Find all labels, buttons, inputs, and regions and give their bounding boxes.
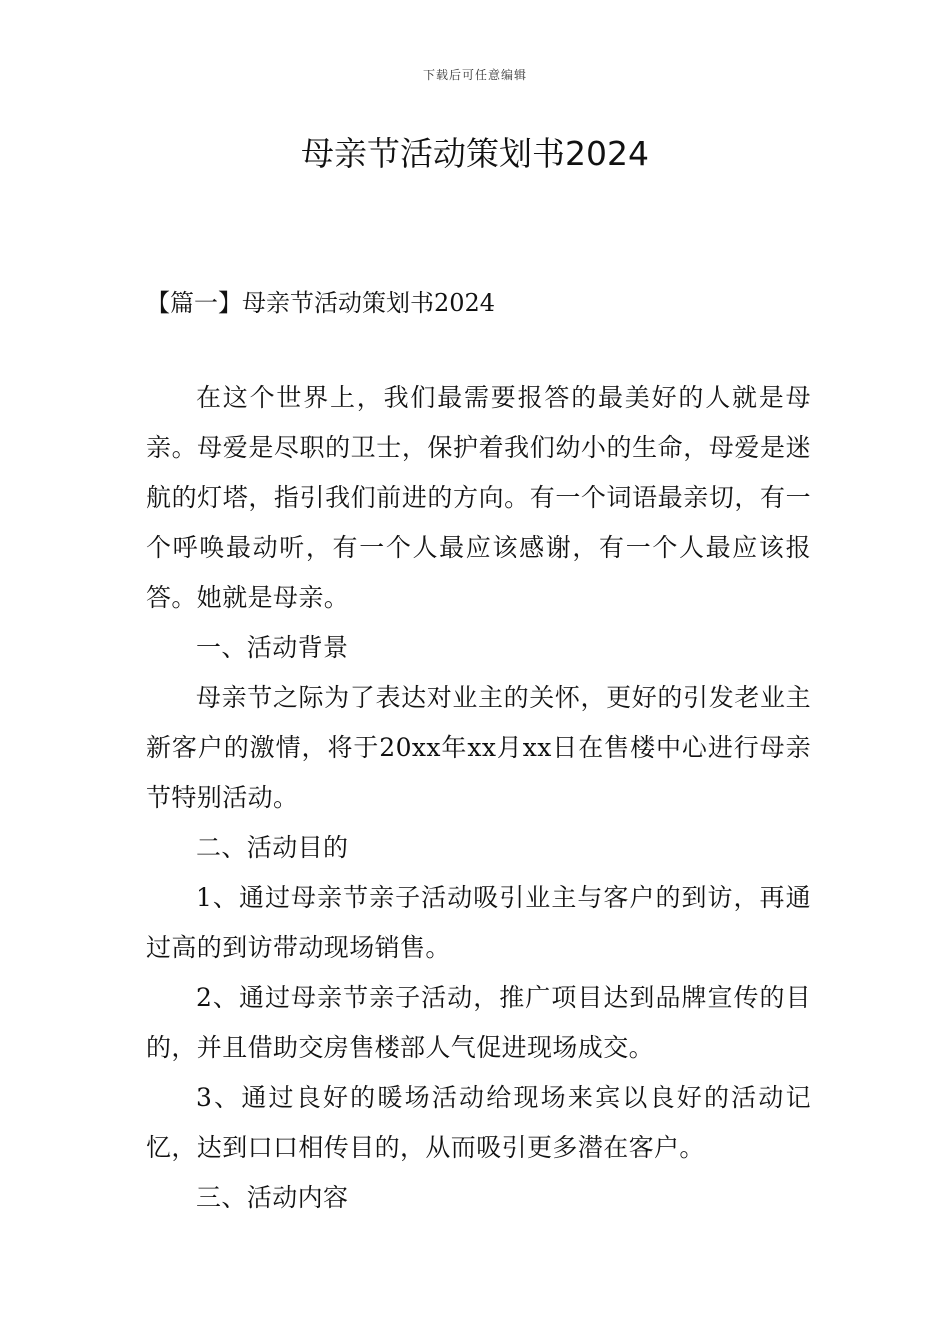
background-paragraph: 母亲节之际为了表达对业主的关怀，更好的引发老业主新客户的激情，将于20xx年xx月xx日在售楼中心进行母亲节特别活动。 [146, 683, 811, 812]
section-heading: 【篇一】母亲节活动策划书2024 [146, 289, 496, 317]
purpose-item-2: 2、通过母亲节亲子活动，推广项目达到品牌宣传的目的，并且借助交房售楼部人气促进现场成交。 [146, 983, 811, 1062]
document-title: 母亲节活动策划书2024 [301, 134, 649, 173]
purpose-item-1: 1、通过母亲节亲子活动吸引业主与客户的到访，再通过高的到访带动现场销售。 [146, 883, 811, 962]
heading-background: 一、活动背景 [196, 633, 349, 662]
purpose-item-3: 3、通过良好的暖场活动给现场来宾以良好的活动记忆，达到口口相传目的，从而吸引更多潜在客户。 [146, 1083, 811, 1162]
heading-content: 三、活动内容 [196, 1183, 349, 1212]
document-body [146, 373, 811, 1223]
intro-paragraph: 在这个世界上，我们最需要报答的最美好的人就是母亲。母爱是尽职的卫士，保护着我们幼小的生命，母爱是迷航的灯塔，指引我们前进的方向。有一个词语最亲切，有一个呼唤最动听，有一个人最应该感谢，有一个人最应该报答。她就是母亲。 [146, 383, 811, 612]
heading-purpose: 二、活动目的 [196, 833, 349, 862]
page-header-note: 下载后可任意编辑 [422, 68, 527, 82]
